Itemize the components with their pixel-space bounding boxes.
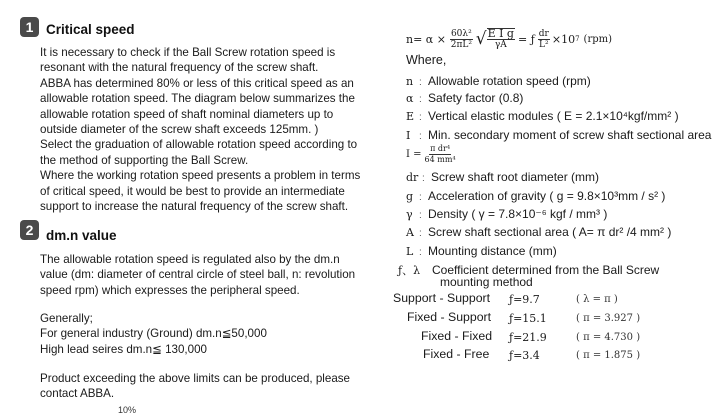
formula-fraction-1	[450, 29, 473, 50]
text-line: allowable rotation speed of shaft nominal diameters up to	[40, 107, 334, 121]
definition-i: I : Min. secondary moment of screw shaft sectional area	[406, 128, 712, 142]
formula-sqrt-fraction	[487, 28, 515, 50]
text-line: allowable rotation speed. The diagram below summarizes the	[40, 92, 355, 106]
section-1-badge: 1	[20, 17, 39, 37]
formula-mid: = ƒ	[517, 32, 535, 46]
text-line: support to increase the natural frequency of the screw shaft.	[40, 200, 349, 214]
text-line: Product exceeding the above limits can be produced, please	[40, 372, 351, 385]
text-line: Select the graduation of allowable rotation speed according to	[40, 138, 358, 152]
definition-symbol: E	[406, 110, 415, 123]
definition-symbol: I	[406, 129, 411, 142]
definition-f-lambda-cont	[440, 275, 533, 289]
text-line: speed rpm) which expresses the peripheral speed.	[40, 283, 300, 297]
definition-symbol: α	[406, 92, 414, 105]
support-row-label: Fixed - Fixed	[421, 329, 493, 343]
cutoff-text: 10%	[118, 405, 137, 415]
critical-speed-formula	[406, 28, 612, 50]
fraction-denominator: L²	[539, 39, 549, 50]
definition-l: L : Mounting distance (mm)	[406, 244, 557, 258]
definition-text: Safety factor (0.8)	[428, 91, 524, 105]
fraction-numerator: E I g	[487, 27, 514, 40]
text-line: The allowable rotation speed is regulated also by the dm.n	[40, 253, 340, 266]
sqrt-icon: √	[475, 29, 487, 49]
fraction-numerator: 60λ²	[450, 28, 472, 39]
text-line: ABBA has determined 80% or less of this critical speed as an	[40, 76, 354, 90]
definition-dr: dr : Screw shaft root diameter (mm)	[406, 170, 600, 184]
i-formula-lhs: I =	[406, 149, 422, 160]
section-2-product	[40, 371, 350, 402]
formula-fraction-2	[538, 29, 550, 50]
section-2-text	[40, 252, 355, 298]
formula-tail: ×10	[551, 32, 576, 46]
section-1-title: Critical speed	[46, 22, 135, 37]
definition-text: Coefficient determined from the Ball Screw	[432, 263, 660, 277]
support-row-f: ƒ=3.4	[509, 349, 540, 362]
definition-e: E : Vertical elastic modules ( E = 2.1×10⁴kgf/mm² )	[406, 109, 679, 123]
fraction-numerator: dr	[538, 28, 549, 39]
definition-text: Density ( γ = 7.8×10⁻⁶ kgf / mm³ )	[428, 207, 608, 221]
definition-symbol: n	[406, 75, 414, 88]
fraction-denominator: 2πL²	[450, 39, 472, 50]
section-2-badge: 2	[20, 220, 39, 240]
definition-text: Screw shaft root diameter (mm)	[431, 170, 600, 184]
definition-text: Screw shaft sectional area ( A= π dr² /4 mm² )	[428, 225, 672, 239]
support-row-f: ƒ=21.9	[509, 331, 547, 344]
definition-text: Mounting distance (mm)	[428, 244, 557, 258]
formula-lhs: n= α ×	[406, 32, 446, 46]
definition-symbol: γ	[406, 208, 413, 221]
definition-alpha: α : Safety factor (0.8)	[406, 91, 524, 105]
support-row-lambda: ( λ = π )	[576, 294, 618, 305]
text-line: contact ABBA.	[40, 387, 115, 401]
support-row-label: Fixed - Free	[423, 347, 490, 361]
fraction-denominator: 64 mm⁴	[424, 155, 456, 164]
section-2-generally	[40, 311, 267, 357]
text-line: Generally;	[40, 312, 93, 325]
text-line: the method of supporting the Ball Screw.	[40, 153, 249, 167]
support-row-f: ƒ=15.1	[509, 312, 547, 325]
definition-text: Allowable rotation speed (rpm)	[428, 74, 591, 88]
text-line: value (dm: diameter of central circle of steel ball, n: revolution	[40, 268, 356, 282]
definition-a: A : Screw shaft sectional area ( A= π dr² /4 mm² )	[406, 225, 672, 239]
definition-symbol: A	[406, 226, 414, 239]
fraction-numerator: π dr⁴	[430, 144, 451, 153]
definition-symbol: g	[406, 190, 414, 203]
definition-text: Vertical elastic modules ( E = 2.1×10⁴kgf/mm² )	[428, 109, 679, 123]
definition-text: Min. secondary moment of screw shaft sectional area	[428, 128, 712, 142]
i-formula-fraction	[425, 144, 456, 165]
formula-unit: (rpm)	[583, 33, 613, 45]
where-label: Where,	[406, 53, 447, 67]
definition-symbol: dr	[406, 171, 419, 184]
text-line: It is necessary to check if the Ball Screw rotation speed is	[40, 46, 336, 59]
support-row-label: Fixed - Support	[407, 310, 492, 324]
support-row-lambda: ( π = 4.730 )	[576, 332, 641, 343]
definition-n: n : Allowable rotation speed (rpm)	[406, 74, 591, 88]
definition-symbol: ƒ、λ	[398, 264, 421, 277]
formula-tail-exponent: 7	[575, 35, 580, 43]
definition-symbol: L	[406, 245, 414, 258]
fraction-denominator: γA	[494, 40, 507, 50]
text-line: Where the working rotation speed presents a problem in terms	[40, 169, 361, 183]
text-line: outside diameter of the screw shaft exceeds 125mm. )	[40, 123, 319, 137]
support-row-label: Support - Support	[393, 291, 491, 305]
support-row-lambda: ( π = 3.927 )	[576, 313, 641, 324]
text-line: High lead seires dm.n≦ 130,000	[40, 342, 207, 356]
i-formula	[406, 144, 456, 165]
definition-text: mounting method	[440, 275, 533, 289]
support-row-lambda: ( π = 1.875 )	[576, 350, 641, 361]
support-row-f: ƒ=9.7	[509, 293, 540, 306]
text-line: For general industry (Ground) dm.n≦50,000	[40, 327, 267, 341]
section-2-title: dm.n value	[46, 228, 117, 243]
text-line: resonant with the natural frequency of the screw shaft.	[40, 61, 319, 75]
definition-gamma: γ : Density ( γ = 7.8×10⁻⁶ kgf / mm³ )	[406, 207, 608, 221]
section-1-text	[40, 45, 360, 214]
text-line: of critical speed, it would be best to provide an intermediate	[40, 184, 345, 198]
definition-g: g : Acceleration of gravity ( g = 9.8×10³mm / s² )	[406, 189, 666, 203]
definition-text: Acceleration of gravity ( g = 9.8×10³mm / s² )	[428, 189, 666, 203]
